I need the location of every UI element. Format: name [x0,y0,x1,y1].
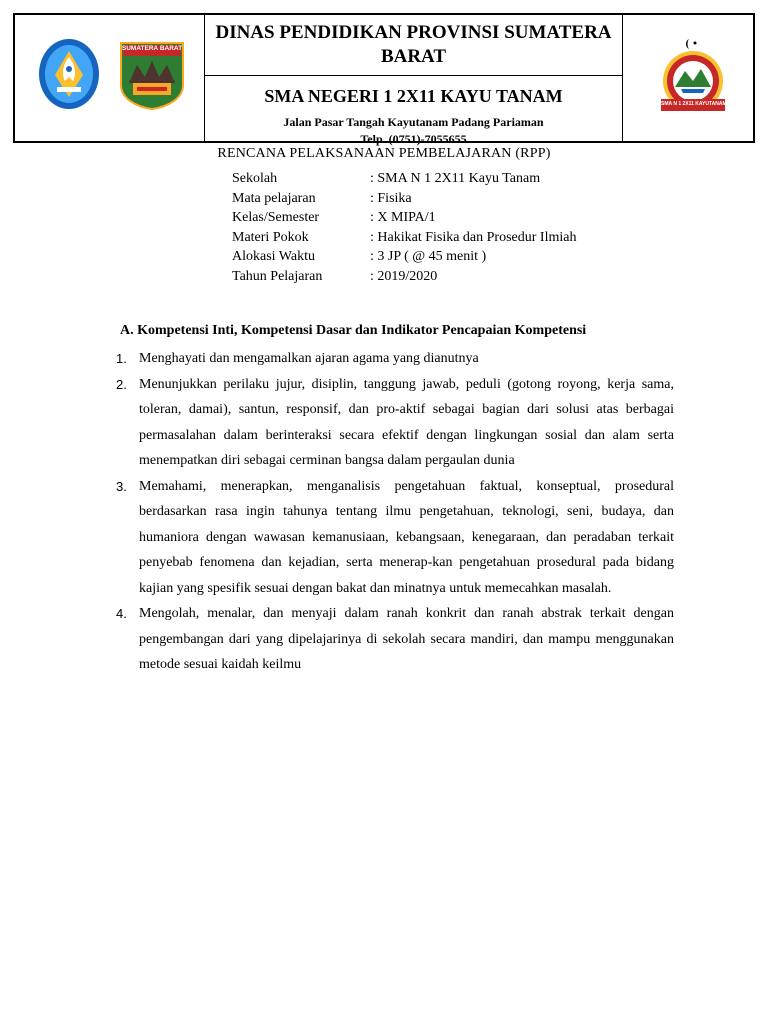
agency-title [205,21,622,69]
school-phone: Telp. (0751)-7055655 [360,132,467,146]
document-title: RENCANA PELAKSANAAN PEMBELAJARAN (RPP) [217,146,551,161]
info-value: : Hakikat Fisika dan Prosedur Ilmiah [370,229,577,245]
section-heading: A. Kompetensi Inti, Kompetensi Dasar dan Indikator Pencapaian Kompetensi [120,323,587,338]
list-item [116,346,674,372]
school-address: Jalan Pasar Tangah Kayutanam Padang Pariaman [283,115,544,129]
info-label: Alokasi Waktu [232,249,315,264]
list-item [116,474,674,602]
info-value: : SMA N 1 2X11 Kayu Tanam [370,171,541,186]
info-row-sekolah [232,169,576,189]
letterhead [13,13,755,146]
info-value: : Fisika [370,190,412,206]
identity-table [232,169,576,286]
info-label: Kelas/Semester [232,210,320,225]
info-row-tahun-pelajaran [232,267,576,287]
info-value: : X MIPA/1 [370,210,436,225]
list-item-text: Menunjukkan perilaku jujur, disiplin, tanggung jawab, peduli (gotong royong, kerja sama, toleran, damai), santun, responsif, dan pro-aktif sebagai bagian dari solusi atas berbagai permasalahan dalam berinteraksi secara efektif dengan lingkungan sosial dan alam serta menempatkan diri sebagai cerminan bangsa dalam pergaulan dunia [139,376,674,468]
info-label: Sekolah [232,171,278,186]
info-value: : 3 JP ( @ 45 menit ) [370,249,487,264]
info-row-materi-pokok [232,228,576,248]
list-item-text: Mengolah, menalar, dan menyaji dalam ranah konkrit dan ranah abstrak terkait dengan pengembangan dari yang dipelajarinya di sekolah secara mandiri, dan mampu menggunakan metode sesuai kaidah keilmu [139,606,674,672]
info-label: Tahun Pelajaran [232,268,323,284]
sma-n1-kayutanam-logo-text: SMA N 1 2X11 KAYUTANAM [661,101,727,107]
school-name: SMA NEGERI 1 2X11 KAYU TANAM [264,86,563,106]
list-item [116,601,674,678]
sumatera-barat-logo-text: SUMATERA BARAT [121,45,183,52]
info-row-kelas-semester [232,208,576,228]
agency-title-line2: BARAT [380,46,447,67]
info-row-alokasi-waktu [232,247,576,267]
letterhead-text [205,15,623,146]
info-value: : 2019/2020 [370,268,438,284]
list-item-number: 3. [116,478,127,494]
list-item [116,372,674,474]
list-item-number: 4. [116,606,127,621]
list-item-number: 1. [116,351,127,366]
agency-title-line1: DINAS PENDIDIKAN PROVINSI SUMATERA [215,22,612,43]
info-row-mata-pelajaran [232,189,576,209]
letterhead-divider [205,75,622,76]
tut-wuri-handayani-logo [37,37,101,111]
list-item-text: Memahami, menerapkan, menganalisis pengetahuan faktual, konseptual, prosedural berdasarkan rasa ingin tahunya tentang ilmu pengetahuan, teknologi, seni, budaya, dan humaniora dengan wawasan kemanusiaan, kebangsaan, kenegaraan, dan peradaban terkait penyebab fenomena dan kejadian, serta menerap-kan pengetahuan prosedural pada bidang kajian yang spesifik sesuai dengan bakat dan minatnya untuk memecahkan masalah. [139,478,674,596]
info-label: Mata pelajaran [232,190,316,206]
list-item-text: Menghayati dan mengamalkan ajaran agama yang dianutnya [139,351,479,366]
list-item-number: 2. [116,376,127,392]
info-label: Materi Pokok [232,229,309,245]
letterhead-logo-right [623,15,753,141]
competency-list [116,346,674,678]
letterhead-logos-left [15,15,205,141]
